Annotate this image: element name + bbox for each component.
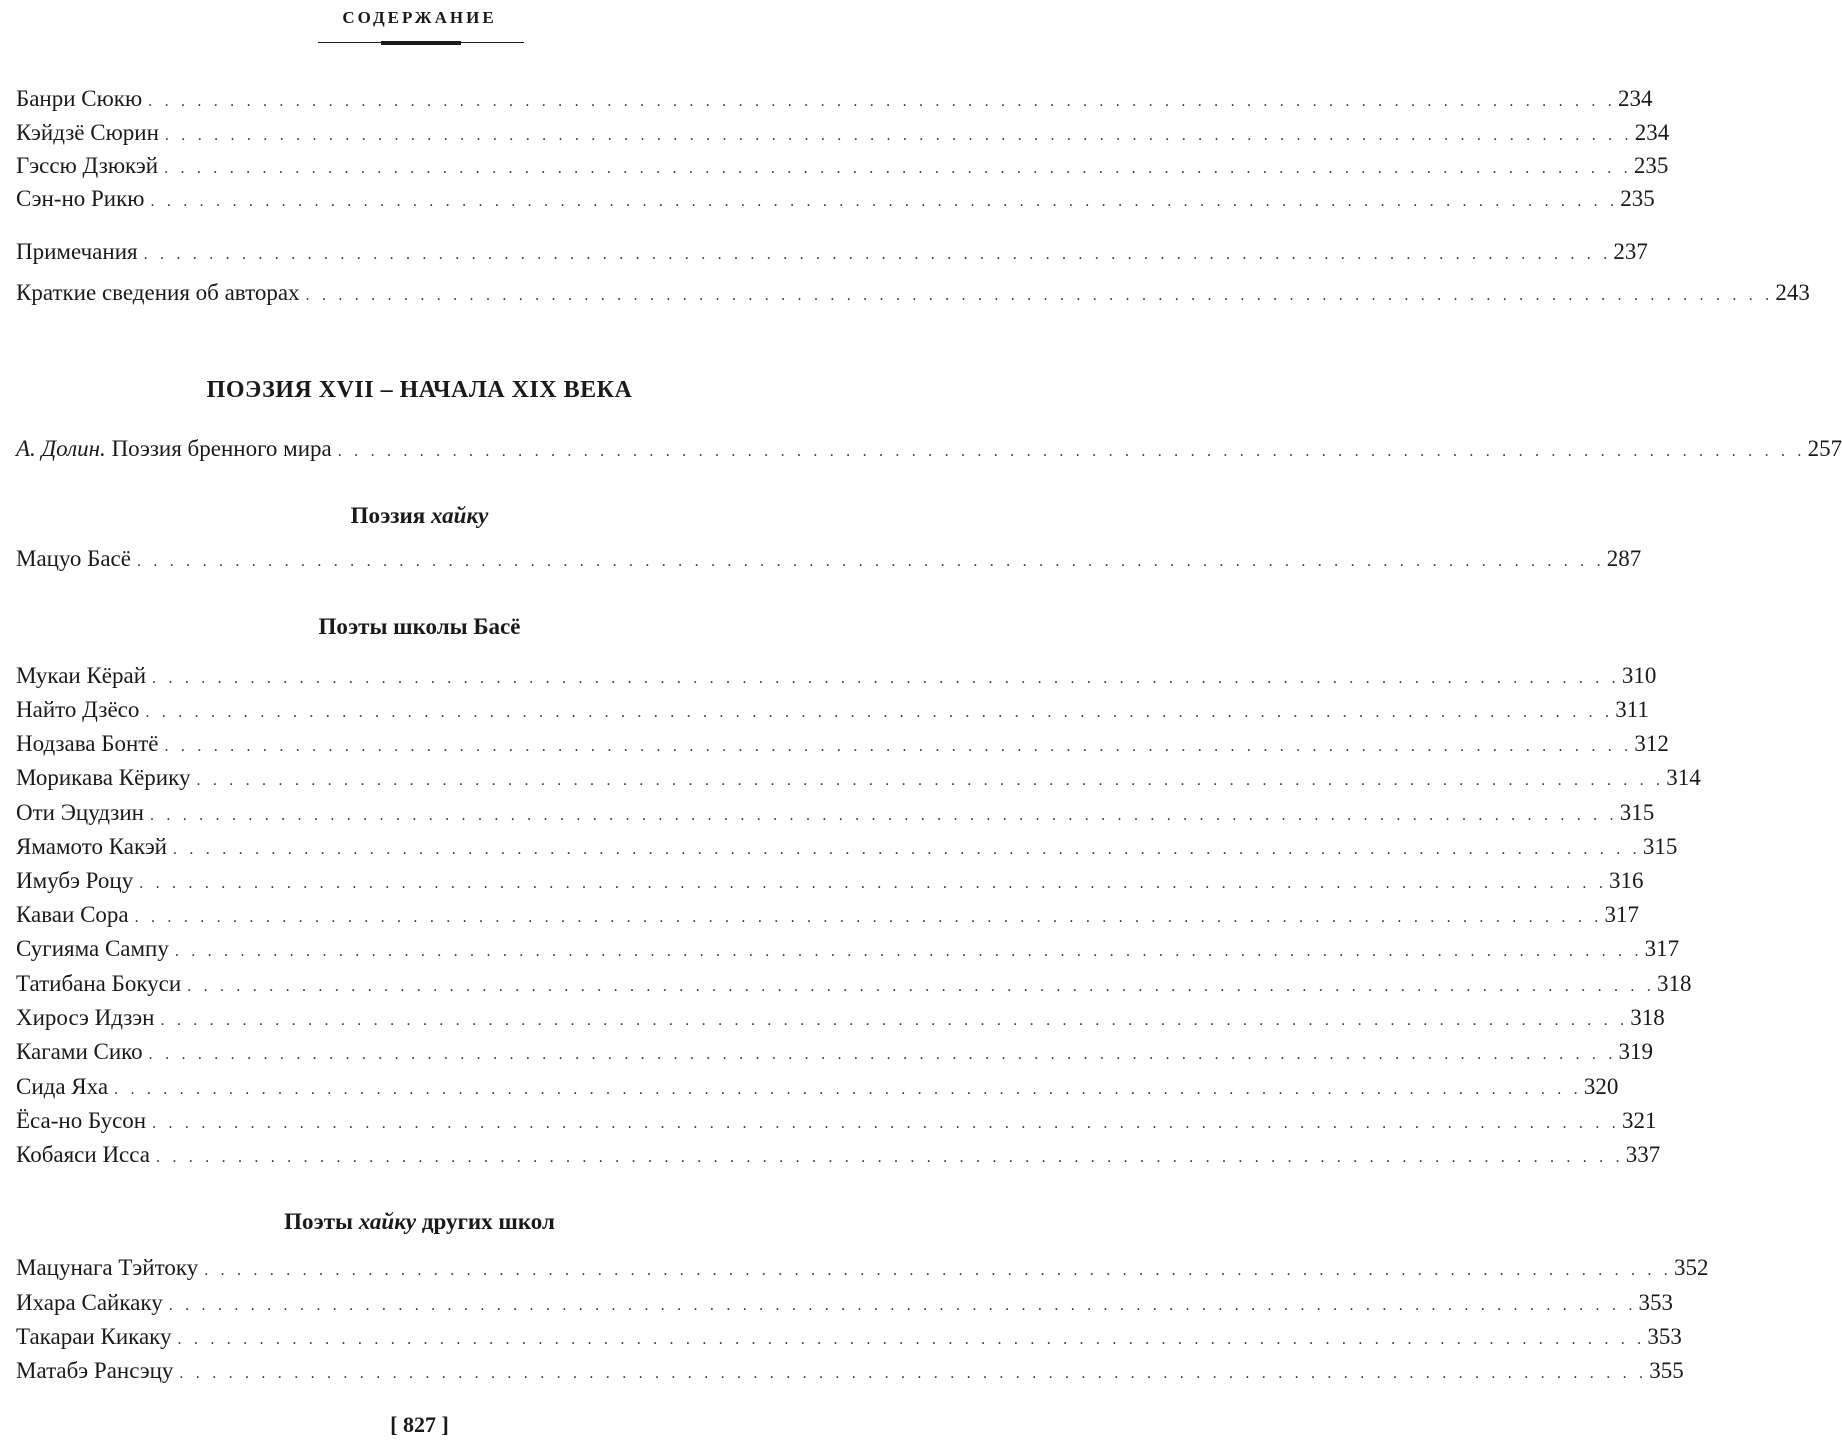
- dot-leader: . . . . . . . . . . . . . . . . . . . . . . . . . . . . . . . . . . . . . . . . . . . . . . . . . . . . . . . . . . . . . . . . . . . . . . . . . . . . . . . . . . . . . . . . . .: [187, 978, 1656, 995]
- toc-entry: [16, 1003, 1665, 1033]
- entry-label: Татибана Бокуси: [16, 971, 182, 996]
- entry-page: 312: [1634, 731, 1669, 756]
- section-title-italic: хайку: [430, 503, 489, 528]
- section-title-text: других школ: [416, 1209, 555, 1234]
- entry-label: Банри Сюкю: [16, 86, 143, 111]
- dot-leader: . . . . . . . . . . . . . . . . . . . . . . . . . . . . . . . . . . . . . . . . . . . . . . . . . . . . . . . . . . . . . . . . . . . . . . . . . . . . . . . . . . . . . . . . . .: [305, 287, 1774, 304]
- entry-label: Мацунага Тэйтоку: [16, 1255, 199, 1280]
- dot-leader: . . . . . . . . . . . . . . . . . . . . . . . . . . . . . . . . . . . . . . . . . . . . . . . . . . . . . . . . . . . . . . . . . . . . . . . . . . . . . . . . . . . . . . . . . .: [152, 670, 1620, 687]
- intro-author: А. Долин.: [16, 436, 106, 461]
- entry-label: [16, 434, 338, 464]
- toc-entry: [16, 1106, 1657, 1136]
- dot-leader: . . . . . . . . . . . . . . . . . . . . . . . . . . . . . . . . . . . . . . . . . . . . . . . . . . . . . . . . . . . . . . . . . . . . . . . . . . . . . . . . . . . . . . . . . .: [148, 93, 1616, 110]
- toc-entry-notes: [16, 237, 1648, 267]
- dot-leader: . . . . . . . . . . . . . . . . . . . . . . . . . . . . . . . . . . . . . . . . . . . . . . . . . . . . . . . . . . . . . . . . . . . . . . . . . . . . . . . . . . . . . . . . . .: [149, 807, 1618, 824]
- section-title-text: Поэзия: [350, 503, 431, 528]
- entry-label: Ямамото Какэй: [16, 834, 167, 859]
- entry-page: 318: [1657, 971, 1692, 996]
- entry-page: 317: [1644, 936, 1680, 961]
- entry-page: 257: [1807, 436, 1842, 461]
- entry-label: Мукаи Кёрай: [16, 663, 147, 688]
- entry-page: 235: [1620, 186, 1655, 211]
- entry-label: Сида Яха: [16, 1074, 109, 1099]
- entry-page: 243: [1775, 280, 1810, 305]
- entry-page: 310: [1621, 663, 1657, 688]
- entry-label: Кэйдзё Сюрин: [16, 120, 159, 145]
- toc-entry: [16, 1253, 1709, 1283]
- toc-entry-intro: [16, 434, 1842, 464]
- dot-leader: . . . . . . . . . . . . . . . . . . . . . . . . . . . . . . . . . . . . . . . . . . . . . . . . . . . . . . . . . . . . . . . . . . . . . . . . . . . . . . . . . . . . . . . . . .: [174, 943, 1643, 960]
- toc-entry: [16, 695, 1649, 725]
- entry-page: 353: [1647, 1324, 1682, 1349]
- toc-entry: [16, 151, 1669, 181]
- entry-label: Матабэ Рансэцу: [16, 1358, 174, 1383]
- dot-leader: . . . . . . . . . . . . . . . . . . . . . . . . . . . . . . . . . . . . . . . . . . . . . . . . . . . . . . . . . . . . . . . . . . . . . . . . . . . . . . . . . . . . . . . . . .: [143, 246, 1612, 263]
- entry-page: 315: [1619, 800, 1655, 825]
- entry-page: 320: [1583, 1074, 1619, 1099]
- toc-entry: [16, 763, 1701, 793]
- toc-entry: [16, 900, 1639, 930]
- dot-leader: . . . . . . . . . . . . . . . . . . . . . . . . . . . . . . . . . . . . . . . . . . . . . . . . . . . . . . . . . . . . . . . . . . . . . . . . . . . . . . . . . . . . . . . . . .: [177, 1331, 1646, 1348]
- entry-label: Ёса-но Бусон: [16, 1108, 147, 1133]
- entry-page: 234: [1634, 120, 1670, 145]
- entry-label: Такараи Кикаку: [16, 1324, 172, 1349]
- running-title: СОДЕРЖАНИЕ: [342, 8, 497, 27]
- dot-leader: . . . . . . . . . . . . . . . . . . . . . . . . . . . . . . . . . . . . . . . . . . . . . . . . . . . . . . . . . . . . . . . . . . . . . . . . . . . . . . . . . . . . . . . . . .: [150, 193, 1619, 210]
- entry-label: Оти Эцудзин: [16, 800, 144, 825]
- dot-leader: . . . . . . . . . . . . . . . . . . . . . . . . . . . . . . . . . . . . . . . . . . . . . . . . . . . . . . . . . . . . . . . . . . . . . . . . . . . . . . . . . . . . . . . . . .: [136, 553, 1605, 570]
- toc-entry: [16, 184, 1655, 214]
- toc-entry: [16, 934, 1680, 964]
- dot-leader: . . . . . . . . . . . . . . . . . . . . . . . . . . . . . . . . . . . . . . . . . . . . . . . . . . . . . . . . . . . . . . . . . . . . . . . . . . . . . . . . . . . . . . . . . .: [164, 738, 1633, 755]
- entry-page: 353: [1638, 1290, 1674, 1315]
- entry-page: 355: [1649, 1358, 1684, 1383]
- toc-entry: [16, 832, 1678, 862]
- dot-leader: . . . . . . . . . . . . . . . . . . . . . . . . . . . . . . . . . . . . . . . . . . . . . . . . . . . . . . . . . . . . . . . . . . . . . . . . . . . . . . . . . . . . . . . . . .: [155, 1149, 1624, 1166]
- entry-page: 321: [1621, 1108, 1657, 1133]
- dot-leader: . . . . . . . . . . . . . . . . . . . . . . . . . . . . . . . . . . . . . . . . . . . . . . . . . . . . . . . . . . . . . . . . . . . . . . . . . . . . . . . . . . . . . . . . . .: [160, 1012, 1629, 1029]
- entry-label: Кагами Сико: [16, 1039, 143, 1064]
- section-title-other-schools: [0, 1207, 839, 1237]
- entry-page: 235: [1633, 153, 1669, 178]
- dot-leader: . . . . . . . . . . . . . . . . . . . . . . . . . . . . . . . . . . . . . . . . . . . . . . . . . . . . . . . . . . . . . . . . . . . . . . . . . . . . . . . . . . . . . . . . . .: [139, 875, 1608, 892]
- entry-page: 317: [1604, 902, 1639, 927]
- dot-leader: . . . . . . . . . . . . . . . . . . . . . . . . . . . . . . . . . . . . . . . . . . . . . . . . . . . . . . . . . . . . . . . . . . . . . . . . . . . . . . . . . . . . . . . . . .: [173, 841, 1641, 858]
- toc-entry: [16, 798, 1655, 828]
- entry-label: Примечания: [16, 239, 138, 264]
- toc-entry: [16, 544, 1642, 574]
- entry-page: 311: [1615, 697, 1649, 722]
- toc-entry: [16, 1356, 1684, 1386]
- section-title-text: Поэты: [284, 1209, 359, 1234]
- entry-label: Хиросэ Идзэн: [16, 1005, 155, 1030]
- entry-page: 337: [1625, 1142, 1661, 1167]
- dot-leader: . . . . . . . . . . . . . . . . . . . . . . . . . . . . . . . . . . . . . . . . . . . . . . . . . . . . . . . . . . . . . . . . . . . . . . . . . . . . . . . . . . . . . . . . . .: [164, 127, 1633, 144]
- section-title-haiku: [0, 501, 839, 531]
- dot-leader: . . . . . . . . . . . . . . . . . . . . . . . . . . . . . . . . . . . . . . . . . . . . . . . . . . . . . . . . . . . . . . . . . . . . . . . . . . . . . . . . . . . . . . . . . .: [168, 1297, 1637, 1314]
- toc-entry-authors: [16, 278, 1810, 308]
- entry-label: Кобаяси Исса: [16, 1142, 150, 1167]
- entry-label: Гэссю Дзюкэй: [16, 153, 159, 178]
- entry-label: Сугияма Сампу: [16, 936, 169, 961]
- entry-label: Ихара Сайкаку: [16, 1290, 163, 1315]
- toc-entry: [16, 661, 1657, 691]
- part-title: ПОЭЗИЯ XVII – НАЧАЛА XIX ВЕКА: [206, 377, 633, 403]
- entry-label: Морикава Кёрику: [16, 765, 191, 790]
- toc-entry: [16, 1072, 1619, 1102]
- toc-entry: [16, 1037, 1653, 1067]
- dot-leader: . . . . . . . . . . . . . . . . . . . . . . . . . . . . . . . . . . . . . . . . . . . . . . . . . . . . . . . . . . . . . . . . . . . . . . . . . . . . . . . . . . . . . . . . . .: [164, 160, 1632, 177]
- entry-page: 314: [1666, 765, 1701, 790]
- section-title-italic: хайку: [358, 1209, 417, 1234]
- dot-leader: . . . . . . . . . . . . . . . . . . . . . . . . . . . . . . . . . . . . . . . . . . . . . . . . . . . . . . . . . . . . . . . . . . . . . . . . . . . . . . . . . . . . . . . . . .: [148, 1046, 1617, 1063]
- intro-title: Поэзия бренного мира: [105, 436, 332, 461]
- entry-label: Каваи Сора: [16, 902, 129, 927]
- entry-page: 316: [1609, 868, 1644, 893]
- dot-leader: . . . . . . . . . . . . . . . . . . . . . . . . . . . . . . . . . . . . . . . . . . . . . . . . . . . . . . . . . . . . . . . . . . . . . . . . . . . . . . . . . . . . . . . . . .: [196, 772, 1665, 789]
- toc-entry: [16, 1288, 1674, 1318]
- dot-leader: . . . . . . . . . . . . . . . . . . . . . . . . . . . . . . . . . . . . . . . . . . . . . . . . . . . . . . . . . . . . . . . . . . . . . . . . . . . . . . . . . . . . . . . . . .: [179, 1365, 1648, 1382]
- entry-label: Найто Дзёсо: [16, 697, 140, 722]
- entry-page: 237: [1613, 239, 1648, 264]
- entry-label: Краткие сведения об авторах: [16, 280, 300, 305]
- dot-leader: . . . . . . . . . . . . . . . . . . . . . . . . . . . . . . . . . . . . . . . . . . . . . . . . . . . . . . . . . . . . . . . . . . . . . . . . . . . . . . . . . . . . . . . . . .: [152, 1115, 1620, 1132]
- entry-label: Мацуо Басё: [16, 546, 131, 571]
- toc-entry: [16, 1140, 1661, 1170]
- dot-leader: . . . . . . . . . . . . . . . . . . . . . . . . . . . . . . . . . . . . . . . . . . . . . . . . . . . . . . . . . . . . . . . . . . . . . . . . . . . . . . . . . . . . . . . . . .: [145, 704, 1614, 721]
- entry-page: 352: [1674, 1255, 1709, 1280]
- toc-entry: [16, 1322, 1682, 1352]
- dot-leader: . . . . . . . . . . . . . . . . . . . . . . . . . . . . . . . . . . . . . . . . . . . . . . . . . . . . . . . . . . . . . . . . . . . . . . . . . . . . . . . . . . . . . . . . . .: [134, 909, 1603, 926]
- entry-page: 318: [1630, 1005, 1665, 1030]
- toc-entry: [16, 729, 1669, 759]
- dot-leader: . . . . . . . . . . . . . . . . . . . . . . . . . . . . . . . . . . . . . . . . . . . . . . . . . . . . . . . . . . . . . . . . . . . . . . . . . . . . . . . . . . . . . . . . . .: [337, 443, 1806, 460]
- toc-entry: [16, 969, 1692, 999]
- page-number: [ 827 ]: [390, 1412, 449, 1437]
- entry-page: 319: [1618, 1039, 1653, 1064]
- header-rule-accent: [381, 41, 461, 45]
- entry-label: Имубэ Роцу: [16, 868, 134, 893]
- entry-label: Сэн-но Рикю: [16, 186, 145, 211]
- dot-leader: . . . . . . . . . . . . . . . . . . . . . . . . . . . . . . . . . . . . . . . . . . . . . . . . . . . . . . . . . . . . . . . . . . . . . . . . . . . . . . . . . . . . . . . . . .: [114, 1081, 1582, 1098]
- toc-entry: [16, 84, 1653, 114]
- dot-leader: . . . . . . . . . . . . . . . . . . . . . . . . . . . . . . . . . . . . . . . . . . . . . . . . . . . . . . . . . . . . . . . . . . . . . . . . . . . . . . . . . . . . . . . . . .: [204, 1262, 1673, 1279]
- entry-label: Нодзава Бонтё: [16, 731, 159, 756]
- toc-entry: [16, 866, 1644, 896]
- entry-page: 315: [1642, 834, 1678, 859]
- entry-page: 234: [1617, 86, 1653, 111]
- section-title-basho-school: Поэты школы Басё: [318, 614, 521, 639]
- toc-entry: [16, 118, 1670, 148]
- entry-page: 287: [1606, 546, 1642, 571]
